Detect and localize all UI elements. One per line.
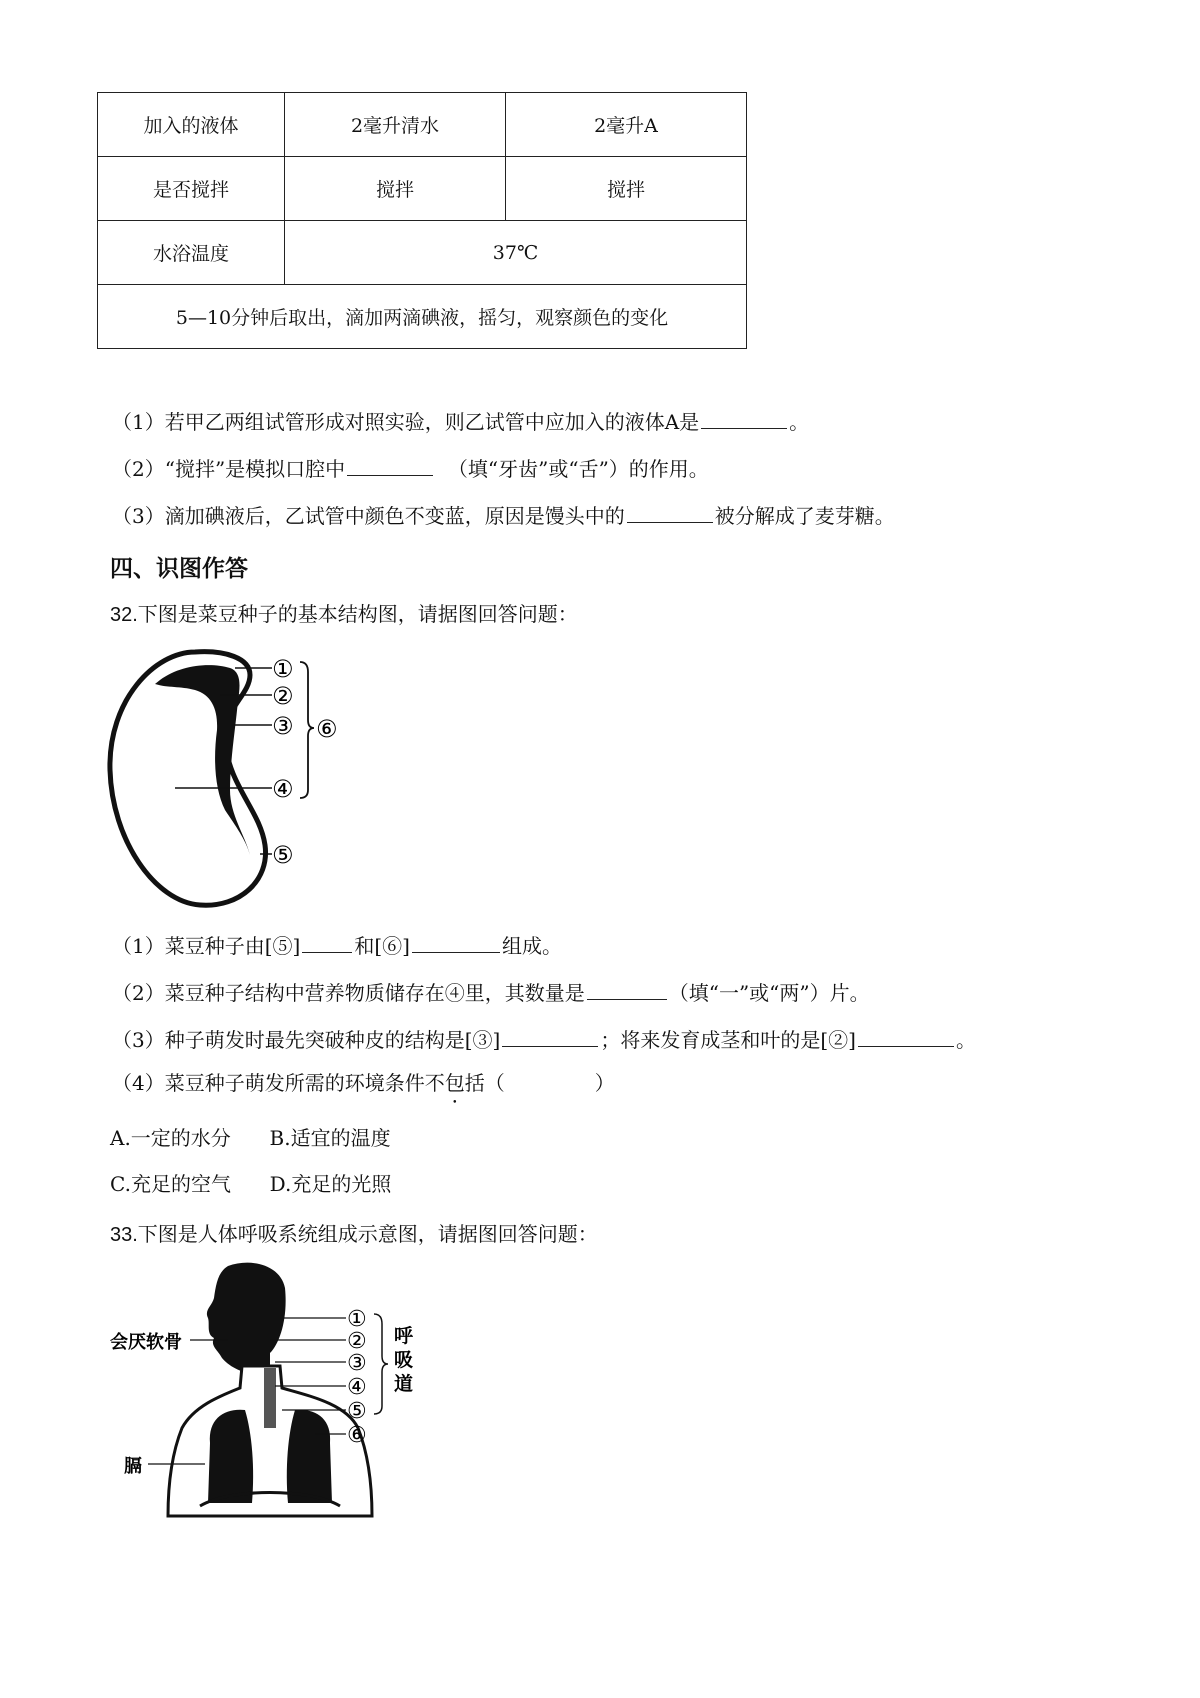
answer-blank[interactable] — [502, 1026, 598, 1047]
tract-label-char: 呼 — [394, 1325, 414, 1347]
label-6: ⑥ — [316, 715, 338, 743]
label-3: ③ — [272, 712, 294, 740]
q32-stem — [110, 600, 578, 629]
q32-stem-text: 32.下图是菜豆种子的基本结构图，请据图回答问题： — [110, 604, 578, 626]
answer-blank[interactable] — [302, 932, 352, 953]
table-row — [98, 157, 747, 221]
q31-sub1-end: 。 — [789, 410, 810, 434]
option-c[interactable]: C.充足的空气 — [110, 1172, 231, 1196]
answer-blank[interactable] — [627, 502, 713, 523]
q32-sub3-mid: ；将来发育成茎和叶的是[②] — [600, 1028, 856, 1052]
emphasis-text: 不包括 — [424, 1071, 485, 1095]
q32-sub3-end: 。 — [955, 1028, 976, 1052]
q32-sub1-mid: 和[⑥] — [354, 934, 410, 958]
left-lung — [208, 1410, 253, 1503]
q31-sub2 — [112, 455, 709, 483]
table-cell: 5—10分钟后取出，滴加两滴碘液，摇匀，观察颜色的变化 — [98, 285, 747, 349]
brace-icon — [374, 1314, 388, 1414]
option-b[interactable]: B.适宜的温度 — [269, 1126, 391, 1150]
tract-label-char: 道 — [394, 1373, 414, 1395]
option-a[interactable]: A.一定的水分 — [110, 1126, 231, 1150]
q33-stem-text: 33.下图是人体呼吸系统组成示意图，请据图回答问题： — [110, 1224, 598, 1246]
epiglottis-label: 会厌软骨 — [110, 1332, 182, 1353]
q31-sub2-end: （填“牙齿”或“舌”）的作用。 — [447, 457, 709, 481]
diaphragm-label: 膈 — [124, 1456, 142, 1477]
q31-sub1 — [112, 408, 809, 436]
label-4: ④ — [272, 775, 294, 803]
q32-sub4-open: （ — [484, 1071, 505, 1095]
seed-coat-outline — [110, 652, 266, 906]
q33-stem — [110, 1220, 598, 1249]
table-cell: 水浴温度 — [98, 221, 285, 285]
q31-sub2-text: （2）“搅拌”是模拟口腔中 — [112, 457, 346, 481]
q32-sub4-close: ） — [594, 1071, 615, 1095]
q32-sub1-text: （1）菜豆种子由[⑤] — [112, 934, 301, 958]
right-lung — [287, 1410, 332, 1503]
q31-sub3 — [112, 502, 895, 530]
respiratory-system-diagram — [110, 1258, 470, 1518]
q31-sub3-end: 被分解成了麦芽糖。 — [714, 504, 895, 528]
q32-sub3 — [112, 1026, 976, 1054]
table-row — [98, 285, 747, 349]
table-row — [98, 221, 747, 285]
label-1: ① — [272, 655, 294, 683]
label-3: ③ — [347, 1351, 367, 1376]
embryo-shape — [155, 665, 250, 855]
q32-sub2 — [112, 979, 870, 1007]
section-heading: 四、识图作答 — [110, 556, 248, 582]
option-d[interactable]: D.充足的光照 — [269, 1172, 392, 1196]
q32-sub3-text: （3）种子萌发时最先突破种皮的结构是[③] — [112, 1028, 501, 1052]
q32-sub2-text: （2）菜豆种子结构中营养物质储存在④里，其数量是 — [112, 981, 585, 1005]
q32-sub4-text: （4）菜豆种子萌发所需的环境条件 — [112, 1071, 425, 1095]
label-5: ⑤ — [347, 1399, 367, 1424]
tract-label-char: 吸 — [394, 1349, 414, 1371]
table-cell: 搅拌 — [506, 157, 747, 221]
answer-blank[interactable] — [347, 455, 433, 476]
table-cell: 2毫升清水 — [285, 93, 506, 157]
brace-icon — [300, 662, 314, 798]
answer-blank[interactable] — [412, 932, 500, 953]
answer-blank[interactable] — [587, 979, 667, 1000]
q31-sub1-text: （1）若甲乙两组试管形成对照实验，则乙试管中应加入的液体A是 — [112, 410, 700, 434]
trachea — [264, 1368, 276, 1428]
q32-sub1 — [112, 932, 562, 960]
table-cell: 加入的液体 — [98, 93, 285, 157]
head-silhouette — [207, 1263, 286, 1375]
label-2: ② — [272, 682, 294, 710]
table-cell: 是否搅拌 — [98, 157, 285, 221]
option-row-1 — [110, 1124, 391, 1152]
option-row-2 — [110, 1170, 391, 1198]
answer-blank[interactable] — [701, 408, 787, 429]
q32-sub4 — [112, 1069, 615, 1097]
table-row — [98, 93, 747, 157]
table-cell: 37℃ — [285, 221, 747, 285]
q31-sub3-text: （3）滴加碘液后，乙试管中颜色不变蓝，原因是馒头中的 — [112, 504, 625, 528]
experiment-table — [97, 92, 747, 349]
q32-sub2-end: （填“一”或“两”）片。 — [668, 981, 870, 1005]
q32-sub1-end: 组成。 — [501, 934, 562, 958]
answer-blank[interactable] — [858, 1026, 954, 1047]
label-5: ⑤ — [272, 841, 294, 869]
label-6: ⑥ — [347, 1423, 367, 1448]
bean-seed-diagram — [100, 640, 380, 920]
table-cell: 2毫升A — [506, 93, 747, 157]
label-4: ④ — [347, 1375, 367, 1400]
label-1: ① — [347, 1307, 367, 1332]
table-cell: 搅拌 — [285, 157, 506, 221]
label-2: ② — [347, 1329, 367, 1354]
